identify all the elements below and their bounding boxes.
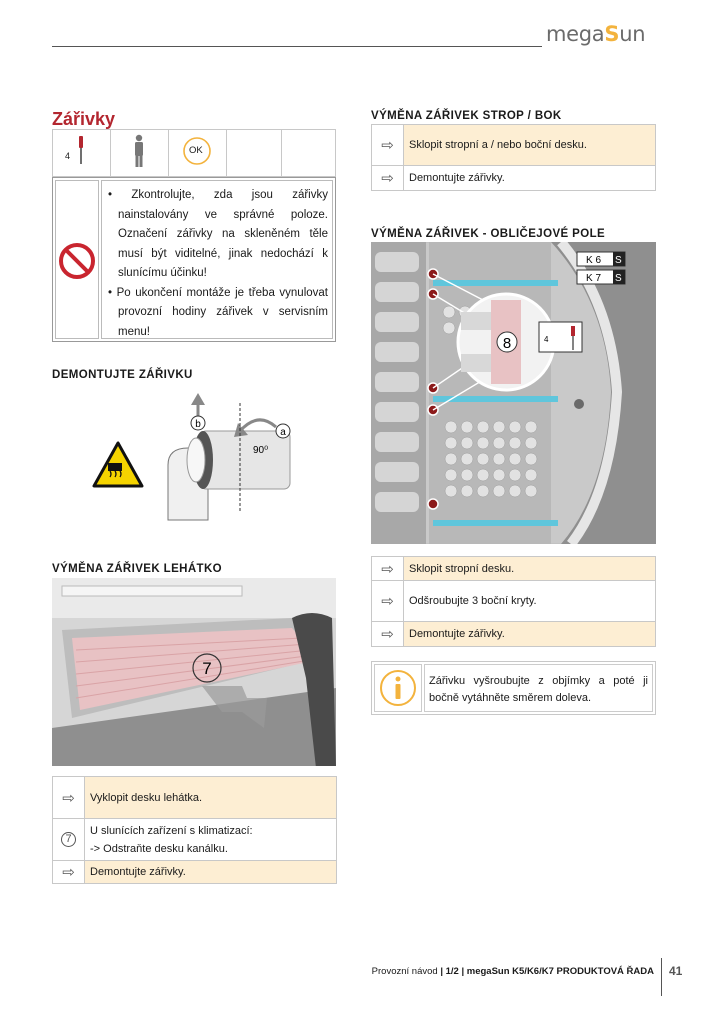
step-text: Sklopit stropní desku. bbox=[404, 557, 655, 580]
model-k6: K 6 bbox=[586, 255, 602, 266]
marker-7-icon: 7 bbox=[53, 819, 85, 860]
prohibition-icon bbox=[56, 181, 98, 338]
face-screwdriver-size: 4 bbox=[544, 335, 549, 344]
step-row bbox=[372, 166, 655, 190]
arrow-icon: ⇨ bbox=[372, 581, 404, 621]
arrow-icon: ⇨ bbox=[53, 777, 85, 818]
badge-s: S bbox=[615, 273, 622, 284]
warning-text bbox=[101, 180, 333, 339]
warning-bullet: • Zkontrolujte, zda jsou zářivky nainstalovány ve správné poloze. Označení zářivky na skleněném těle musí být viditelné, jinak nedochází k slunícímu účinku! bbox=[108, 189, 328, 279]
step-row bbox=[53, 777, 336, 819]
warning-icon-cell bbox=[55, 180, 99, 339]
warning-box bbox=[52, 177, 336, 342]
ceiling-steps bbox=[371, 124, 656, 191]
arrow-icon: ⇨ bbox=[372, 622, 404, 646]
label-a: a bbox=[280, 427, 286, 438]
tool-cell-screwdriver bbox=[53, 130, 111, 177]
screwdriver-icon bbox=[53, 130, 110, 171]
step-row bbox=[372, 557, 655, 581]
step-row bbox=[53, 861, 336, 883]
face-photo-marker: 8 bbox=[502, 335, 512, 352]
section-title: Zářivky bbox=[52, 109, 116, 129]
tool-cell-empty-1 bbox=[227, 130, 282, 177]
hot-surface-warning-icon bbox=[94, 443, 142, 486]
info-box bbox=[371, 661, 656, 715]
warning-bullet: • Po ukončení montáže je třeba vynulovat provozní hodiny zářivek v servisním menu! bbox=[108, 286, 328, 338]
angle-label: 90⁰ bbox=[253, 445, 269, 456]
step-row bbox=[372, 622, 655, 646]
arrow-icon: ⇨ bbox=[372, 125, 404, 165]
person-icon bbox=[111, 130, 168, 171]
badge-s: S bbox=[615, 255, 622, 266]
bed-heading: VÝMĚNA ZÁŘIVEK LEHÁTKO bbox=[52, 563, 223, 575]
step-text: U slunících zařízení s klimatizací: -> Odstraňte desku kanálku. bbox=[90, 824, 253, 855]
step-text: Odšroubujte 3 boční kryty. bbox=[409, 595, 537, 607]
step-row bbox=[53, 819, 336, 861]
ceiling-heading: VÝMĚNA ZÁŘIVEK STROP / BOK bbox=[371, 110, 562, 122]
step-text: Demontujte zářivky. bbox=[409, 172, 505, 184]
face-photo bbox=[371, 242, 656, 544]
info-icon-cell bbox=[374, 664, 422, 712]
megasun-logo: megaSun bbox=[546, 22, 646, 46]
bed-steps bbox=[52, 776, 337, 884]
info-icon bbox=[375, 665, 421, 711]
tools-table bbox=[52, 129, 336, 177]
tool-cell-ok bbox=[169, 130, 227, 177]
header-rule bbox=[52, 46, 542, 47]
step-row bbox=[372, 125, 655, 166]
tool-cell-empty-2 bbox=[281, 130, 335, 177]
footer-text: Provozní návod | 1/2 | megaSun K5/K6/K7 PRODUKTOVÁ ŘADA bbox=[371, 966, 654, 977]
step-text: Vyklopit desku lehátka. bbox=[85, 777, 336, 818]
remove-tube-diagram bbox=[88, 393, 308, 523]
arrow-icon: ⇨ bbox=[372, 557, 404, 580]
arrow-icon: ⇨ bbox=[372, 166, 404, 190]
model-k7: K 7 bbox=[586, 273, 602, 284]
step-text: Demontujte zářivky. bbox=[404, 622, 655, 646]
remove-heading: DEMONTUJTE ZÁŘIVKU bbox=[52, 369, 193, 381]
info-text: Zářivku vyšroubujte z objímky a poté ji bočně vytáhněte směrem doleva. bbox=[424, 664, 653, 712]
face-heading: VÝMĚNA ZÁŘIVEK - OBLIČEJOVÉ POLE bbox=[371, 228, 606, 240]
arrow-icon: ⇨ bbox=[53, 861, 85, 883]
bed-photo-marker: 7 bbox=[202, 659, 212, 678]
tool-cell-person bbox=[111, 130, 169, 177]
face-steps bbox=[371, 556, 656, 647]
step-text: Sklopit stropní a / nebo boční desku. bbox=[404, 125, 655, 165]
step-row bbox=[372, 581, 655, 622]
ok-label: OK bbox=[189, 145, 203, 156]
bed-photo bbox=[52, 578, 336, 766]
screwdriver-size: 4 bbox=[65, 151, 71, 161]
footer-divider bbox=[661, 958, 662, 996]
page-number: 41 bbox=[669, 964, 683, 978]
step-text: Demontujte zářivky. bbox=[85, 861, 336, 883]
label-b: b bbox=[195, 419, 201, 430]
